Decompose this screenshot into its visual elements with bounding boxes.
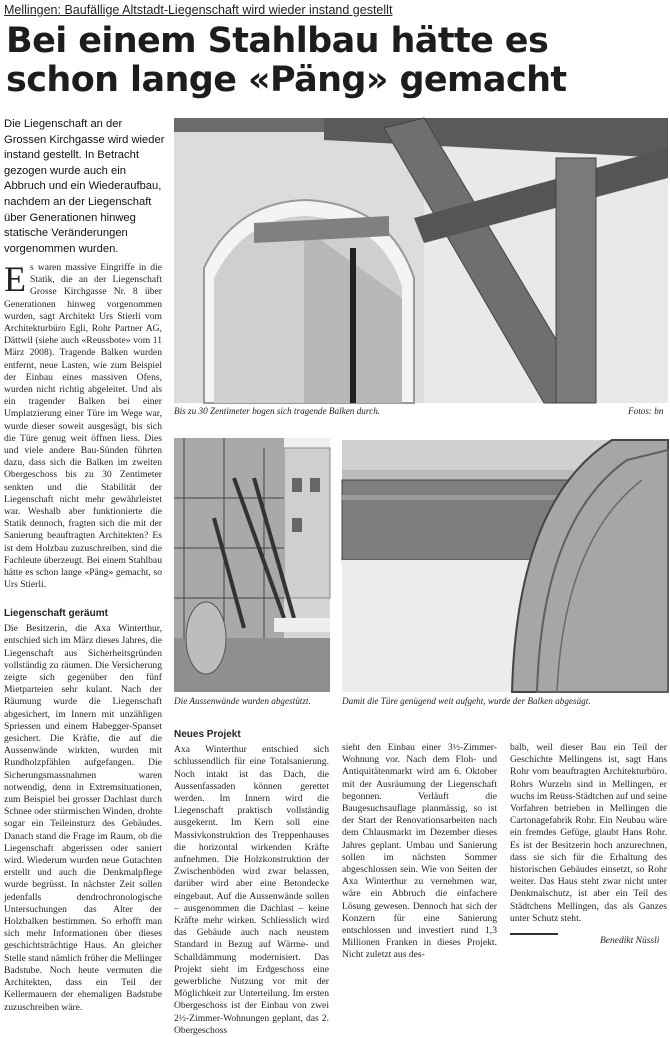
author-rule	[510, 933, 558, 935]
body-paragraph-2: Die Besitzerin, die Axa Winterthur, entschied sich im März dieses Jahres, die Liegenschaft aus Sicherheitsgründen vollständig zu räumen. Die Versicherung zeigte sich gegenüber den fünf Mietparteien sehr kulant. Nach der Räumung wurde die Liegenschaft abgesichert, im Innern mit unzähligen Spriessen und einem Habegger-Spanset gesichert. Die Kräfte, die auf die Aussenwände wirkten, wurden mit Rundholzpfählen aufgefangen. Die Sicherungsmassnahmen waren notwendig, denn in Extremsituationen, zum Beispiel bei grosser Dachlast durch Schnee oder stürmischen Winden, drohte sogar ein Teileinsturz des Gebäudes. Danach stand die Frage im Raum, ob die Liegenschaft abgerissen oder saniert wird. Wiederum wurden neue Gutachten erstellt und auch die Denkmalpflege wurde begrüsst. In nächster Zeit sollen jedenfalls dendrochronologische Untersuchungen das Alter der Holzbalken bestimmen. So erhofft man sich mehr Informationen über dieses geschichtsträchtige Haus. An gleicher Stelle stand nämlich früher die Mellinger Badstube. Noch heute vermuten die Architekten, dass ein Teil der Kellermauern der ehemaligen Badstube zuzuschreiben wäre.	[4, 623, 162, 1013]
photo-sawn-beam	[342, 440, 668, 692]
article-lead: Die Liegenschaft an der Grossen Kirchgasse wird wieder instand gestellt. In Betracht gezogen wurde auch ein Abbruch und ein Wiederaufbau, nachdem an der Liegenschaft über Generationen hinweg statische Veränderungen vorgenommen wurden.	[4, 118, 165, 255]
article-kicker: Mellingen: Baufällige Altstadt-Liegenschaft wird wieder instand gestellt	[4, 3, 393, 17]
body-column-1	[4, 259, 162, 591]
bleed-through-text	[520, 8, 523, 18]
subhead-liegenschaft: Liegenschaft geräumt	[4, 608, 108, 619]
caption-photo-1: Bis zu 30 Zentimeter bogen sich tragende Balken durch.	[174, 406, 381, 416]
body-column-4	[342, 742, 497, 962]
photo-scaffolding	[174, 438, 330, 692]
drop-cap: E	[4, 259, 26, 299]
author-byline: Benedikt Nüssli	[600, 936, 660, 946]
photo-beams-arch	[174, 118, 668, 403]
body-column-5	[510, 742, 667, 925]
body-column-3	[174, 729, 329, 1037]
caption-photo-2: Die Aussenwände wurden abgestützt.	[174, 696, 311, 706]
body-paragraph-4: sieht den Einbau einer 3½-Zimmer-Wohnung vor. Nach dem Floh- und Antiquitätenmarkt wird am 6. Oktober mit der Ausräumung der Liegenschaft begonnen. Verläuft die Baugesuchsauflage planmässig, so ist der Start der Renovationsarbeiten nach dem Chlausmarkt im Dezember dieses Jahres geplant. Umbau und Sanierung sollen im nächsten Sommer abgeschlossen sein. Wie von Seiten der Axa Winterthur zu vernehmen war, wäre ein Abbruch die einfachere Lösung gewesen. Dennoch hat sich der Konzern für eine Sanierung entschlossen und investiert rund 1,3 Millionen Franken in dieses Projekt. Nicht zuletzt aus des-	[342, 742, 497, 961]
body-paragraph-1: s waren massive Eingriffe in die Statik, die an der Liegenschaft Grosse Kirchgasse Nr. 8 über Generationen hinweg vorgenommen wurden, sagt Architekt Urs Stierli vom Architekturbüro Egli, Rohr Partner AG, Dättwil (siehe auch «Reussbote» vom 11 März 2008). Tragende Balken wurden entfernt, neue Lasten, wie zum Beispiel der Einbau eines massiven Ofens, wurden nicht richtig abgeleitet. Und als ein tragender Balken bei einer Umplatzierung einer Türe im Wege war, wurde dieser soweit ausgesägt, bis sich die Türe genug weit öffnen liess. Dies und viele andere Bau-Sünden führten dazu, dass sich die Balken im zweiten Obergeschoss bis zu 30 Zentimeter senkten und die Stabilität der Liegenschaft nicht mehr gewährleistet war. Weshalb aber funktionierte die Statik dennoch, fragten sich die mit der Sanierung beauftragten Architekten? Es ist dem Holzbau zuzuschreiben, sind die Fachleute überzeugt. Bei einem Stahlbau hätte es schon lange «Päng» gemacht, so Urs Stierli.	[4, 262, 162, 591]
body-column-2	[4, 608, 162, 1014]
photo-credit: Fotos: bn	[628, 406, 664, 416]
caption-photo-3: Damit die Türe genügend weit aufgeht, wurde der Balken abgesägt.	[342, 696, 591, 706]
body-paragraph-3: Axa Winterthur entschied sich schlussendlich für eine Totalsanierung. Noch intakt ist das Dach, die Aussenfassaden können gerettet werden. Im Innern wird die Liegenschaft praktisch vollständig ausgekernt. Im Kern soll eine Massivkonstruktion des Treppenhauses die horizontal wirkenden Kräfte aufnehmen. Die Holzkonstruktion der Zwischenböden wird zwar belassen, darüber wird aber eine Betondecke eingebaut. Auf die Aussenwände sollen – ausgenommen die Dachlast – keine Kräfte mehr wirken. Schliesslich wird das Gebäude auch nach neustem Standard in Bezug auf Wärme- und Schalldämmung modernisiert. Das Projekt sieht im Erdgeschoss eine gewerbliche Nutzung vor mit der Möglichkeit zur Unterteilung. Im ersten Obergeschoss ist der Einbau von zwei 2½-Zimmer-Wohnungen geplant, das 2. Obergeschoss	[174, 744, 329, 1036]
body-paragraph-5: balb, weil dieser Bau ein Teil der Geschichte Mellingens ist, sagt Hans Rohr vom beauftragten Architekturbüro. Rohrs Wurzeln sind in Mellingen, er wuchs im Reuss-Städtchen auf und seine Vorfahren betrieben in Mellingen die Cartonagefabrik Rohr. Ein Neubau wäre ein fremdes Gefüge, glaubt Hans Rohr. Es ist der Besitzerin hoch anzurechnen, dass sie sich für die Erhaltung des historischen Gebäudes einsetzt, so Rohr weiter. Das Haus steht zwar nicht unter Denkmalschutz, ist aber ein Teil des Städtchens Mellingen, das als Ganzes unter Schutz steht.	[510, 742, 667, 924]
article-headline: Bei einem Stahlbau hätte es schon lange «Päng» gemacht	[6, 21, 567, 100]
subhead-projekt: Neues Projekt	[174, 729, 241, 740]
